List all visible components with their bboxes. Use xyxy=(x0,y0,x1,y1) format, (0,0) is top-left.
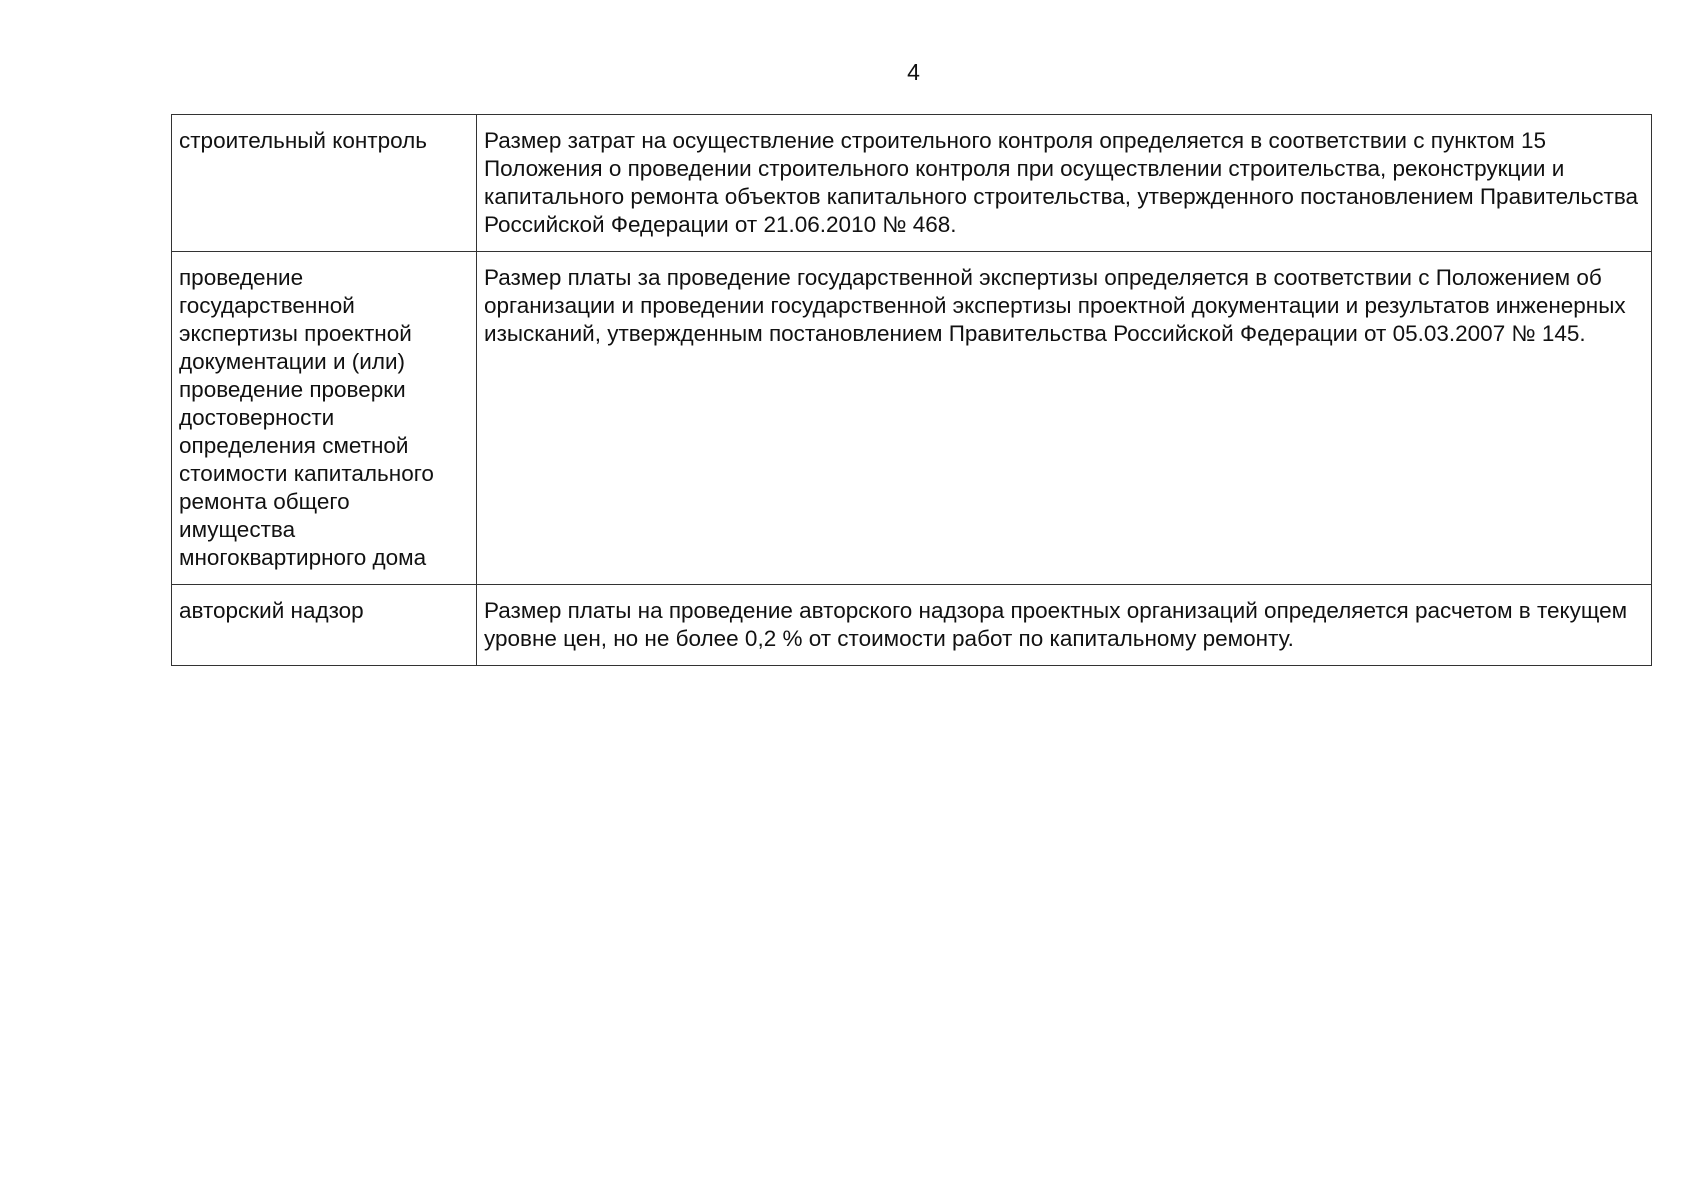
work-type-cell: проведение государственной экспертизы проектной документации и (или) проведение проверки достоверности определения сметной стоимости капитального ремонта общего имущества многоквартирного дома xyxy=(172,252,477,585)
cost-description-cell: Размер платы за проведение государственной экспертизы определяется в соответствии с Положением об организации и проведении государственной экспертизы проектной документации и результатов инженерных изысканий, утвержденным постановлением Правительства Российской Федерации от 05.03.2007 № 145. xyxy=(477,252,1652,585)
page-number: 4 xyxy=(907,59,920,85)
cost-description-cell: Размер затрат на осуществление строительного контроля определяется в соответствии с пунктом 15 Положения о проведении строительного контроля при осуществлении строительства, реконструкции и капитального ремонта объектов капитального строительства, утвержденного постановлением Правительства Российской Федерации от 21.06.2010 № 468. xyxy=(477,115,1652,252)
cost-description-cell: Размер платы на проведение авторского надзора проектных организаций определяется расчетом в текущем уровне цен, но не более 0,2 % от стоимости работ по капитальному ремонту. xyxy=(477,585,1652,666)
table-row xyxy=(172,115,1652,252)
work-type-cell: авторский надзор xyxy=(172,585,477,666)
work-type-cell: строительный контроль xyxy=(172,115,477,252)
table-row xyxy=(172,585,1652,666)
cost-table xyxy=(171,114,1652,666)
table-row xyxy=(172,252,1652,585)
